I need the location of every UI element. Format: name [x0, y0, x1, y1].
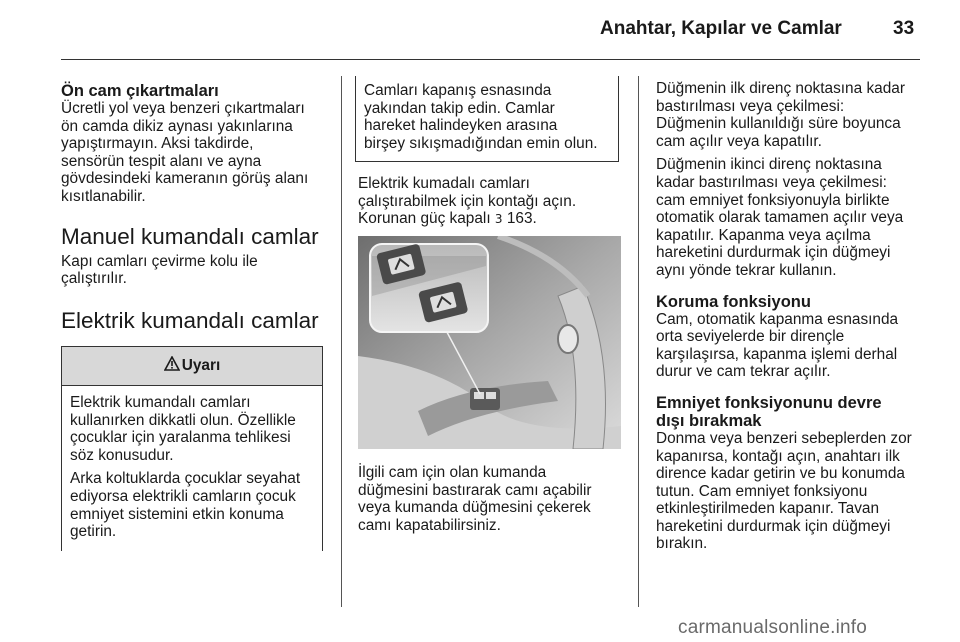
window-switch-photo	[358, 236, 621, 449]
header-rule	[61, 59, 920, 60]
text-line: yakından takip edin. Camlar	[364, 99, 555, 117]
window-switch-illustration	[358, 236, 621, 449]
text-line: Elektrik kumadalı camları	[358, 175, 530, 192]
text-line: Kapı camları çevirme kolu ile	[61, 252, 258, 270]
text-line: çalıştırabilmek için kontağı açın.	[358, 192, 577, 210]
text-line: hareketini durdurmak için düğmeyi	[656, 517, 891, 535]
column-divider-left	[341, 76, 342, 607]
warning-box	[61, 346, 323, 551]
text-line: düğmesini bastırarak camı açabilir	[358, 481, 592, 499]
text-line: kadar bastırılması veya çekilmesi:	[656, 173, 887, 191]
section-title-manual-windows: Manuel kumandalı camlar	[61, 223, 319, 249]
heading-line: dışı bırakmak	[656, 411, 762, 430]
text-line: durur ve cam tekrar açılır.	[656, 363, 831, 381]
text-line: birşey sıkışmadığından emin olun.	[364, 134, 598, 152]
text-line: karşılaşırsa, kapanma işlemi derhal	[656, 345, 898, 363]
text-line: Elektrik kumandalı camları	[70, 394, 251, 411]
text-line: Ücretli yol veya benzeri çıkartmaları	[61, 100, 305, 117]
page-reference: 163.	[506, 210, 537, 228]
text-line: cam emniyet fonksiyonuyla birlikte	[656, 191, 890, 209]
text-line: aynı yönde tekrar kullanın.	[656, 261, 837, 279]
protection-function-text	[656, 311, 931, 381]
text-line: Cam, otomatik kapanma esnasında	[656, 310, 899, 328]
text-line: getirin.	[70, 523, 117, 541]
disable-safety-text	[656, 430, 931, 553]
text-line: söz konusudur.	[70, 446, 174, 464]
text-line: kapatılır. Kapanma veya açılma	[656, 226, 871, 244]
text-line: kullanırken dikkatli olun. Özellikle	[70, 411, 296, 429]
text-line: dirence kadar getirin ve bu konumda	[656, 465, 905, 483]
text-line: ediyorsa elektrikli camların çocuk	[70, 487, 296, 505]
first-resistance-text	[656, 80, 931, 150]
windshield-stickers-text	[61, 100, 331, 206]
header-title: Anahtar, Kapılar ve Camlar	[600, 18, 842, 39]
text-line: bırakın.	[656, 535, 708, 553]
warning-paragraph-1	[70, 394, 314, 464]
text-line: bastırılması veya çekilmesi:	[656, 97, 845, 115]
second-resistance-text	[656, 156, 931, 279]
column-3	[656, 80, 931, 553]
text-line: camı kapatabilirsiniz.	[358, 516, 501, 534]
section-title-power-windows: Elektrik kumandalı camlar	[61, 307, 319, 333]
section-title-windshield-stickers: Ön cam çıkartmaları	[61, 82, 219, 100]
caution-box	[355, 76, 619, 162]
text-line: ön camda dikiz aynası yakınlarına	[61, 117, 293, 135]
heading-disable-safety	[656, 394, 931, 430]
warning-body	[62, 386, 322, 541]
text-line: otomatik olarak tamamen açılır veya	[656, 209, 904, 227]
column-1	[61, 82, 331, 334]
text-line: Arka koltuklarda çocuklar seyahat	[70, 470, 301, 488]
manual-windows-text	[61, 253, 331, 288]
warning-triangle-icon	[164, 356, 180, 376]
page-reference-icon: 3	[494, 212, 503, 227]
text-line: Düğmenin ilk direnç noktasına kadar	[656, 80, 905, 97]
text-line: hareketini durdurmak için düğmeyi	[656, 244, 891, 262]
text-line: veya kumanda düğmesini çekerek	[358, 499, 591, 517]
text-line: Düğmenin ikinci direnç noktasına	[656, 156, 882, 174]
text-line: yapıştırmayın. Aksi takdirde,	[61, 135, 254, 153]
heading-line: Emniyet fonksiyonunu devre	[656, 393, 882, 412]
text-line: Korunan güç kapalı	[358, 210, 491, 228]
text-line: sensörün tespit alanı ve ayna	[61, 152, 262, 170]
text-line: Donma veya benzeri sebeplerden zor	[656, 429, 912, 447]
text-line: Düğmenin kullanıldığı süre boyunca	[656, 115, 901, 133]
heading-protection-function: Koruma fonksiyonu	[656, 292, 811, 311]
text-line: etkinleştirilmeden kapanır. Tavan	[656, 500, 880, 518]
text-line: emniyet sistemini etkin konuma	[70, 505, 284, 523]
text-line: tutun. Cam emniyet fonksiyonu	[656, 482, 868, 500]
text-line: kapanırsa, kontağı açın, anahtarı ilk	[656, 447, 900, 465]
warning-paragraph-2	[70, 470, 314, 540]
text-line: Camları kapanış esnasında	[364, 82, 552, 99]
text-line: hareket halindeyken arasına	[364, 117, 558, 135]
text-line: çalıştırılır.	[61, 270, 127, 288]
button-operation-text	[358, 464, 628, 534]
text-line: çocuklar için yaralanma tehlikesi	[70, 429, 291, 447]
text-line: cam açılır veya kapatılır.	[656, 132, 822, 150]
text-line: kısıtlanabilir.	[61, 187, 146, 205]
warning-header	[62, 347, 322, 386]
power-windows-intro	[358, 175, 628, 229]
column-divider-right	[638, 76, 639, 607]
text-line: İlgili cam için olan kumanda	[358, 464, 547, 481]
text-line: orta seviyelerde bir dirençle	[656, 328, 845, 346]
warning-label: Uyarı	[181, 357, 221, 374]
text-line: gövdesindeki kameranın görüş alanı	[61, 170, 309, 188]
page-number: 33	[893, 18, 915, 39]
watermark-link[interactable]: carmanualsonline.info	[678, 617, 868, 638]
